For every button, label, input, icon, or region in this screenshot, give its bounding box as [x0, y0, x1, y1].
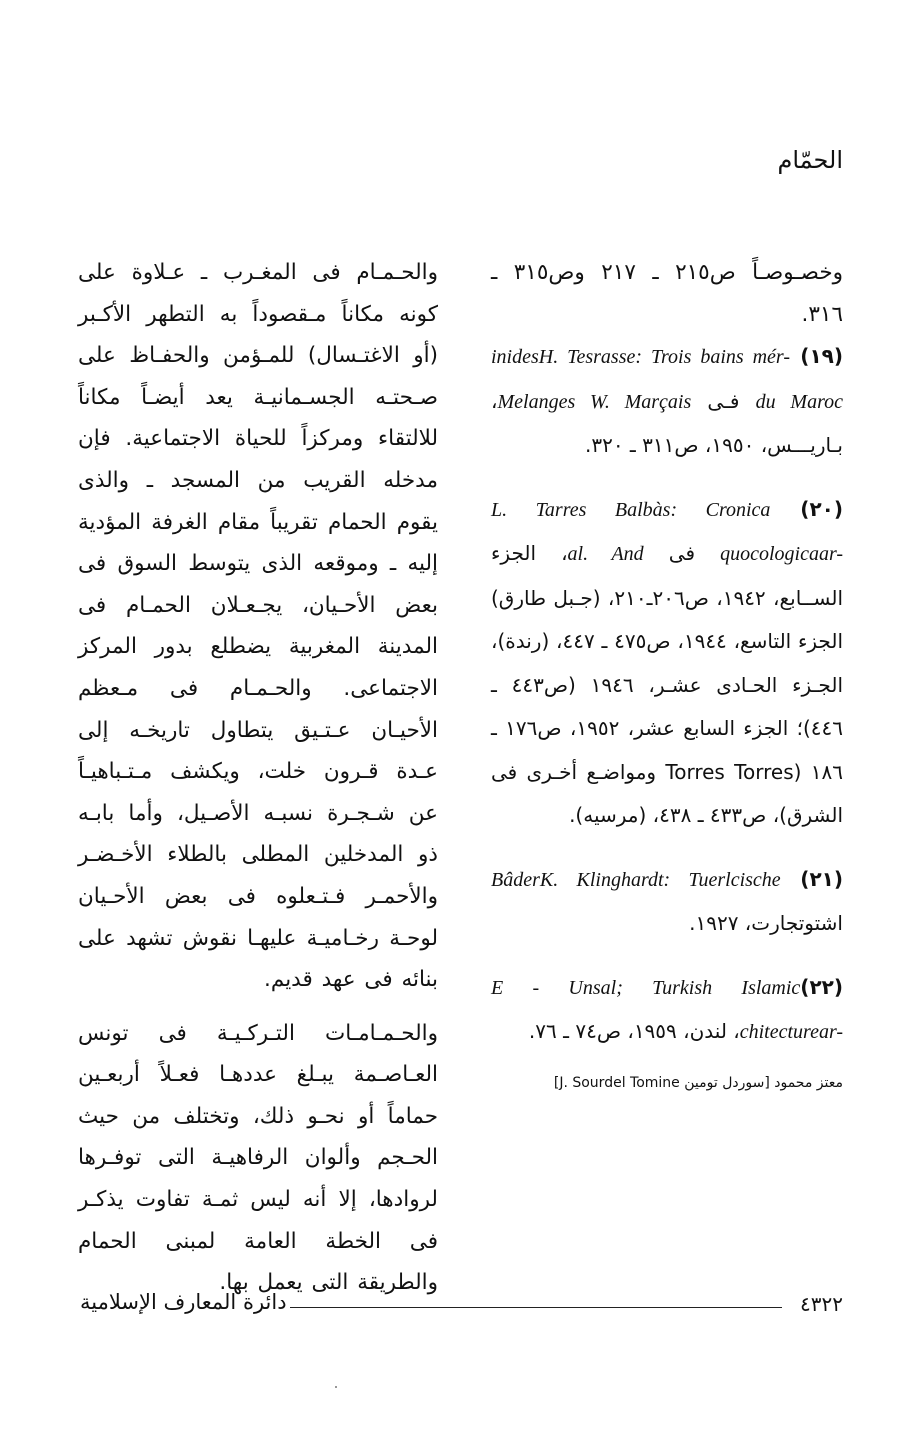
body-paragraph-2: والحـمـامـات التـركـيـة فى تونس العـاصـمة يبـلغ عددهـا فعـلاً أربعـين حماماً أو نحـو ذلك، وتختلف من حيث الحـجم وألوان الرفاهيـة التى توفـرها لروادها، إلا أنه ليس ثمـة تفاوت يذكـر فى الخطة العامة لمبنى الحمام والطريقة التى يعمل بها.	[78, 1020, 438, 1296]
footnote-item	[491, 858, 843, 946]
footnote-latin-title: Bâder	[491, 868, 540, 891]
footnote-text: اشتوتجارت، ١٩٢٧.	[689, 911, 843, 936]
footnote-text: ، الجزء الســابع، ١٩٤٢، ص٢٠٦ـ٢١٠، (جـبل طارق) الجزء التاسع، ١٩٤٤، ص٤٧٥ ـ ٤٤٧، (رندة)، الجـزء الحـادى عشـر، ١٩٤٦ (ص٤٤٣ ـ ٤٤٦)؛ الجزء السابع عشر، ١٩٥٢، ص١٧٦ ـ ١٨٦ (Torres Torres ومواضـع أخـرى فى الشرق)، ص٤٣٣ ـ ٤٣٨، (مرسيه).	[491, 541, 844, 828]
footnote-item	[491, 488, 843, 838]
footnote-continuation: وخصـوصـاً ص٢١٥ ـ ٢١٧ وص٣١٥ ـ ٣١٦.	[491, 260, 843, 327]
footer-rule	[290, 1307, 782, 1308]
footnote-latin-title: chitecture	[739, 1021, 819, 1044]
footnote-text: فـى	[691, 388, 756, 413]
footnote-text	[770, 497, 800, 521]
footnote-latin-title: K. Klinghardt: Tuerlcische	[539, 868, 781, 891]
footnote-latin-title: L. Tarres Balbàs: Cronica ar-	[491, 498, 843, 566]
page-number: ٤٣٢٢	[800, 1292, 843, 1316]
footnote-text	[790, 344, 800, 368]
article-byline: معتز محمود [سوردل تومين J. Sourdel Tomine]	[553, 1074, 843, 1091]
footnote-latin-title: inides du Maroc	[491, 346, 843, 413]
footnote-latin-title: al. And	[567, 543, 644, 566]
body-paragraph-1: والحـمـام فى المغـرب ـ عـلاوة على كونه مكاناً مـقصوداً به التطهر الأكـبر (أو الاغتـسال) للمـؤمن والحفـاظ على صـحتـه الجسـمانيـة يعد أيضـاً مكاناً للالتقاء ومركزاً للحياة الاجتماعية. فإن مدخله القريب من المسجد ـ والذى يقوم الحمام تقريباً مقام الغرفة المؤدية إليه ـ وموقعه الذى يتوسط السوق فى بعض الأحـيان، يجـعـلان الحمـام فى المدينة المغربية يضطلع بدور المركز الاجتماعى. والحـمـام فى مـعظم الأحيـان عـتـيق يتطاول تاريخـه إلى عـدة قـرون خلت، ويكشف مـتـباهيـاً عن شـجـرة نسبـه الأصـيل، وأما بابـه ذو المدخلين المطلى بالطلاء الأخـضـر والأحمـر فـتـعلوه فى بعض الأحـيان لوحـة رخـاميـة عليهـا نقوش تشهد على بنائه فى عهد قديم.	[78, 260, 438, 993]
footnote-number: (٢٢)	[800, 974, 843, 999]
journal-title: دائرة المعارف الإسلامية	[80, 1290, 287, 1314]
footnote-text: ، بـاريـــس، ١٩٥٠، ص٣١١ ـ ٣٢٠.	[491, 388, 843, 458]
footnote-latin-title: quocologica	[720, 543, 819, 566]
footnote-number: (٢٠)	[800, 496, 843, 521]
body-text-column	[78, 252, 438, 1304]
footnote-item	[491, 335, 843, 468]
scan-speck	[335, 1386, 337, 1388]
footnote-text: ، لندن، ١٩٥٩، ص٧٤ ـ ٧٦.	[528, 1019, 740, 1044]
footnote-number: (٢١)	[800, 866, 843, 891]
footnotes-column	[491, 252, 843, 1091]
footnote-number: (١٩)	[800, 344, 843, 369]
running-header: الحمّام	[777, 146, 843, 174]
footnote-latin-title: Melanges W. Marçais	[497, 390, 692, 413]
footnote-latin-title: H. Tesrasse: Trois bains mér-	[538, 346, 790, 369]
footnote-latin-title: E - Unsal; Turkish Islamic ar-	[491, 976, 843, 1044]
footnote-text	[781, 867, 801, 891]
footnote-text: فى	[643, 541, 721, 566]
footnote-list	[491, 335, 843, 1055]
footnote-item	[491, 966, 843, 1055]
